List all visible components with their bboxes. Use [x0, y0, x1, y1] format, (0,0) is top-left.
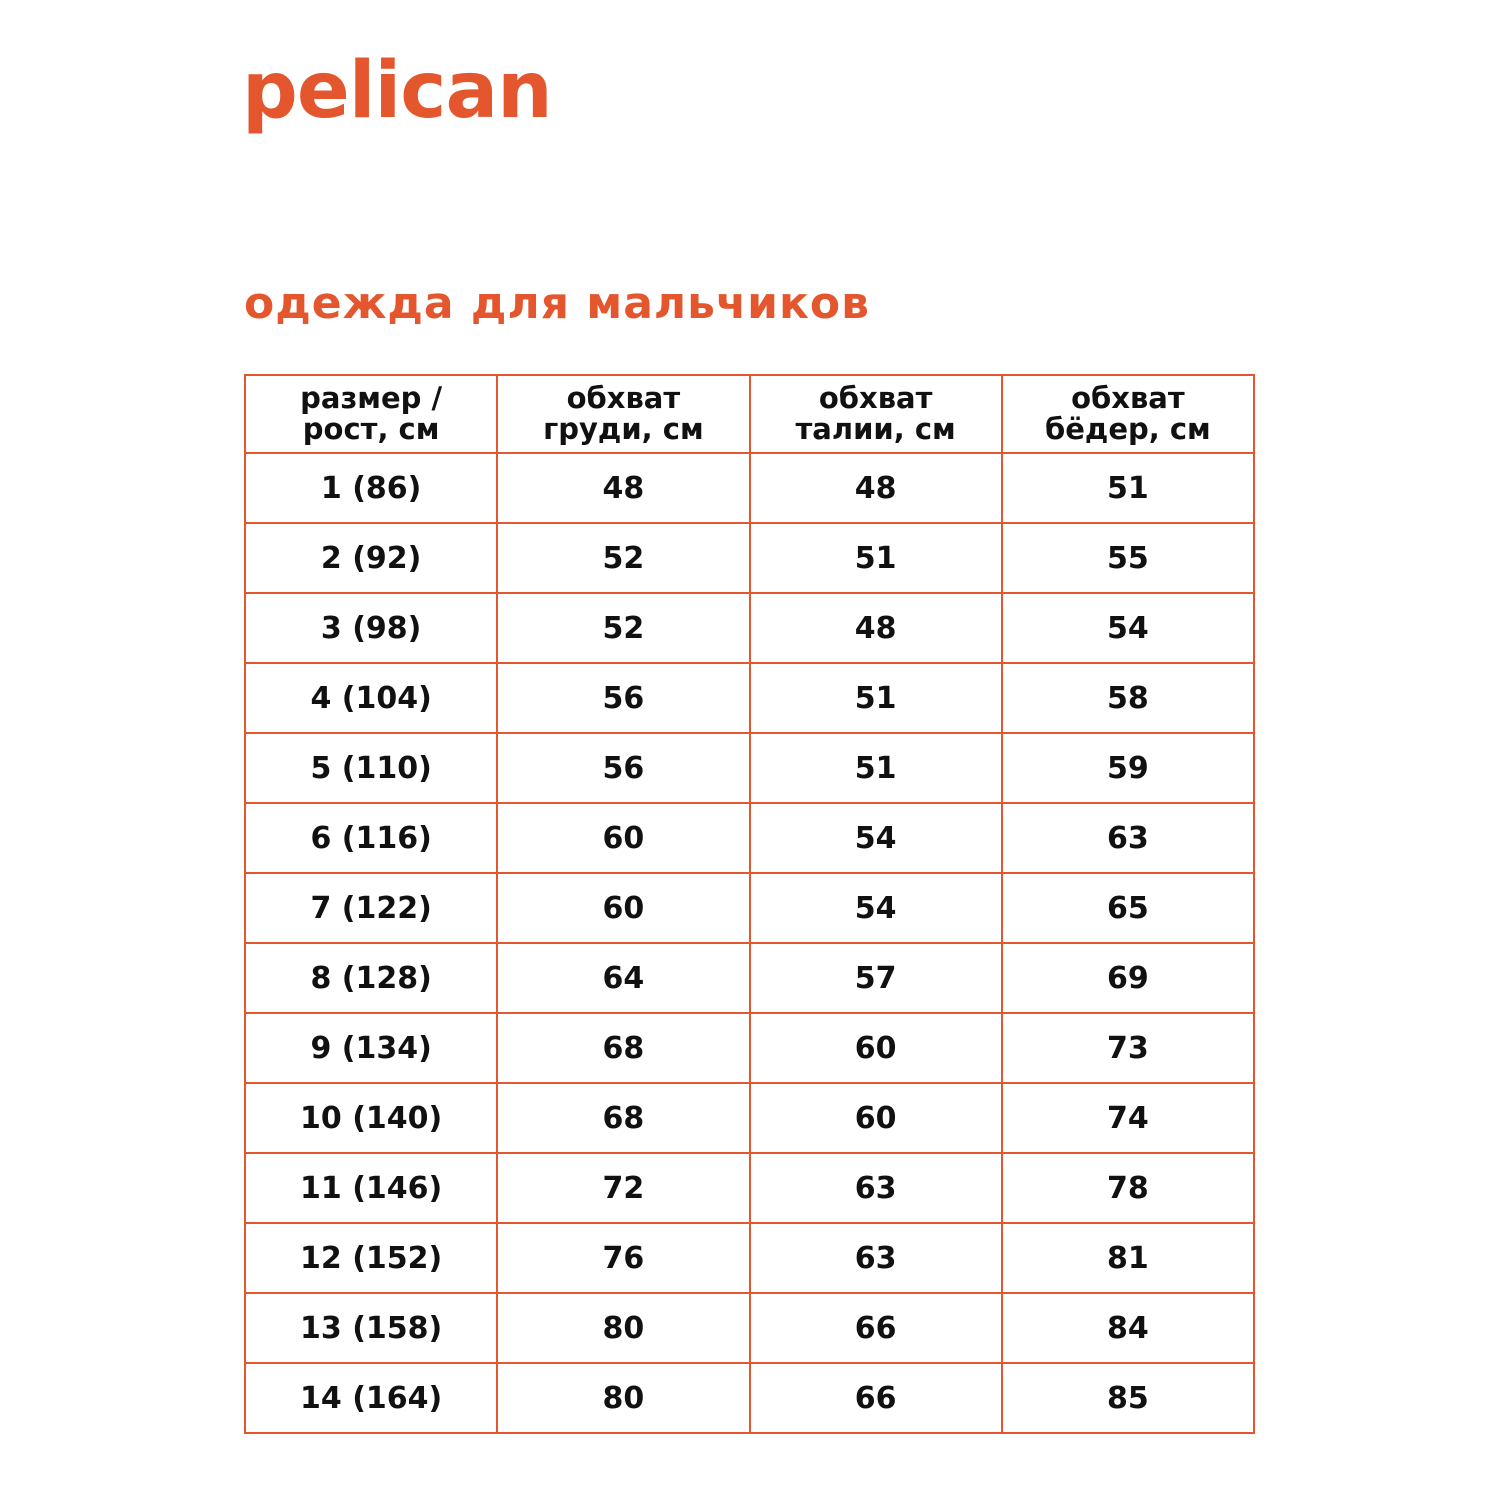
cell-chest: 60 — [497, 803, 749, 873]
cell-chest: 76 — [497, 1223, 749, 1293]
table-row — [245, 1083, 1254, 1153]
header-hips — [1002, 375, 1254, 453]
cell-hips: 65 — [1002, 873, 1254, 943]
cell-size: 7 (122) — [245, 873, 497, 943]
cell-waist: 54 — [750, 873, 1002, 943]
cell-waist: 66 — [750, 1363, 1002, 1433]
cell-waist: 51 — [750, 663, 1002, 733]
cell-hips: 63 — [1002, 803, 1254, 873]
header-line: обхват — [566, 381, 681, 415]
brand-logo: pelican — [242, 46, 552, 136]
cell-waist: 48 — [750, 593, 1002, 663]
table-row — [245, 523, 1254, 593]
cell-waist: 51 — [750, 523, 1002, 593]
cell-chest: 80 — [497, 1293, 749, 1363]
cell-chest: 52 — [497, 523, 749, 593]
cell-size: 8 (128) — [245, 943, 497, 1013]
header-line: рост, см — [302, 412, 440, 446]
cell-hips: 69 — [1002, 943, 1254, 1013]
table-row — [245, 593, 1254, 663]
table-row — [245, 1293, 1254, 1363]
cell-hips: 54 — [1002, 593, 1254, 663]
cell-size: 5 (110) — [245, 733, 497, 803]
cell-hips: 51 — [1002, 453, 1254, 523]
cell-size: 2 (92) — [245, 523, 497, 593]
table-row — [245, 943, 1254, 1013]
table-row — [245, 873, 1254, 943]
cell-hips: 81 — [1002, 1223, 1254, 1293]
header-line: размер / — [300, 381, 443, 415]
cell-waist: 48 — [750, 453, 1002, 523]
cell-size: 3 (98) — [245, 593, 497, 663]
table-row — [245, 733, 1254, 803]
cell-waist: 51 — [750, 733, 1002, 803]
cell-chest: 80 — [497, 1363, 749, 1433]
header-line: груди, см — [543, 412, 704, 446]
cell-waist: 63 — [750, 1153, 1002, 1223]
cell-waist: 60 — [750, 1013, 1002, 1083]
cell-size: 1 (86) — [245, 453, 497, 523]
cell-size: 11 (146) — [245, 1153, 497, 1223]
header-line: талии, см — [795, 412, 956, 446]
cell-size: 13 (158) — [245, 1293, 497, 1363]
size-chart-table — [244, 374, 1255, 1434]
cell-waist: 66 — [750, 1293, 1002, 1363]
cell-waist: 60 — [750, 1083, 1002, 1153]
cell-chest: 48 — [497, 453, 749, 523]
table-row — [245, 803, 1254, 873]
cell-hips: 78 — [1002, 1153, 1254, 1223]
table-row — [245, 663, 1254, 733]
table-row — [245, 1013, 1254, 1083]
header-line: обхват — [1071, 381, 1185, 415]
table-row — [245, 1363, 1254, 1433]
cell-size: 9 (134) — [245, 1013, 497, 1083]
cell-hips: 84 — [1002, 1293, 1254, 1363]
cell-size: 10 (140) — [245, 1083, 497, 1153]
cell-hips: 73 — [1002, 1013, 1254, 1083]
table-row — [245, 1223, 1254, 1293]
cell-waist: 54 — [750, 803, 1002, 873]
cell-chest: 52 — [497, 593, 749, 663]
header-chest — [497, 375, 749, 453]
cell-size: 6 (116) — [245, 803, 497, 873]
table-row — [245, 453, 1254, 523]
header-size-height — [245, 375, 497, 453]
section-heading: одежда для мальчиков — [244, 278, 870, 329]
cell-waist: 57 — [750, 943, 1002, 1013]
cell-size: 4 (104) — [245, 663, 497, 733]
cell-size: 12 (152) — [245, 1223, 497, 1293]
cell-size: 14 (164) — [245, 1363, 497, 1433]
cell-chest: 68 — [497, 1013, 749, 1083]
cell-hips: 85 — [1002, 1363, 1254, 1433]
cell-hips: 55 — [1002, 523, 1254, 593]
cell-hips: 74 — [1002, 1083, 1254, 1153]
header-line: обхват — [818, 381, 933, 415]
cell-chest: 56 — [497, 733, 749, 803]
table-header — [245, 375, 1254, 453]
table-row — [245, 1153, 1254, 1223]
cell-chest: 64 — [497, 943, 749, 1013]
header-line: бёдер, см — [1044, 412, 1211, 446]
cell-hips: 59 — [1002, 733, 1254, 803]
cell-chest: 68 — [497, 1083, 749, 1153]
cell-chest: 60 — [497, 873, 749, 943]
table-body — [245, 453, 1254, 1433]
header-waist — [750, 375, 1002, 453]
cell-hips: 58 — [1002, 663, 1254, 733]
cell-waist: 63 — [750, 1223, 1002, 1293]
cell-chest: 56 — [497, 663, 749, 733]
header-row — [245, 375, 1254, 453]
cell-chest: 72 — [497, 1153, 749, 1223]
